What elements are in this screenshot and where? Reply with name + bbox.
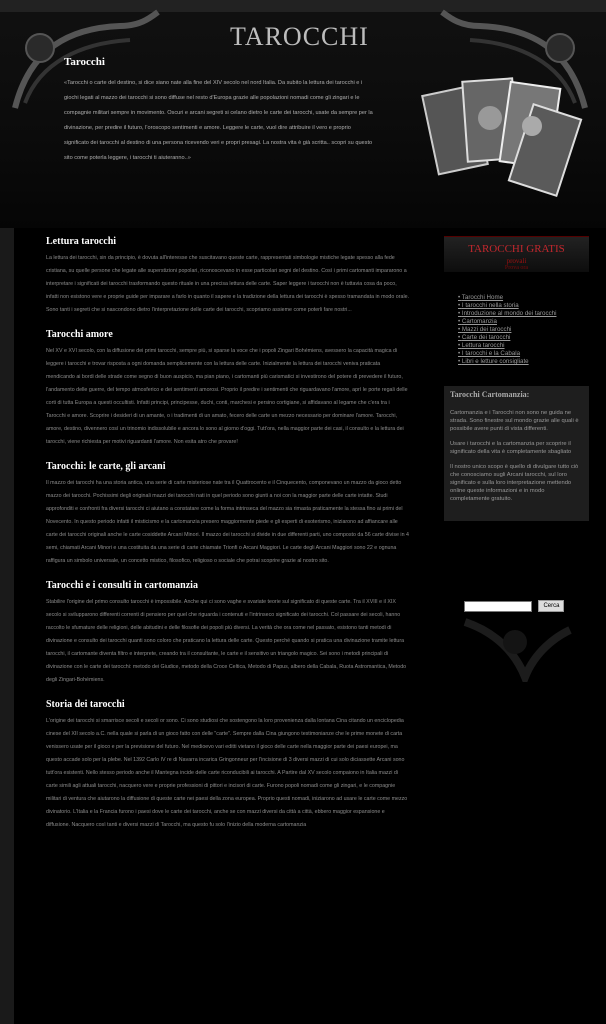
menu-item-mazzi[interactable]: • Mazzi dei tarocchi (458, 326, 589, 334)
section-lettura (46, 236, 410, 317)
banner-subtitle[interactable]: provali (506, 257, 527, 265)
sidebar-menu (458, 294, 589, 366)
section-heading: Tarocchi amore (46, 329, 113, 340)
left-frame (0, 228, 14, 1024)
section-amore (46, 329, 410, 449)
search-input[interactable] (464, 601, 532, 612)
banner-cta[interactable]: Prova ora (504, 265, 529, 271)
menu-item-home[interactable]: • Tarocchi Home (458, 294, 589, 302)
section-text: L'origine dei tarocchi si smarrisce secoli e secoli or sono. Ci sono studiosi che sostengono la loro provenienza dalla lontana Cina citando un enciclopedia cinese del XII secolo a.C. nella quale si parla di un gioco fatto con delle "carte". Sempre dalla Cina giungono testimonianze che le prime monete di carta venissero usate per il gioco e per la previsione del futuro. Nel medioevo vari editti vietano il gioco delle carte nella maggior parte dei paesi europei, ma questo accade solo per la plebe. Nel 1392 Carlo IV re di Navarra incarica Gringonneur per l'incisione di 3 diversi mazzi di cui solo diciassette Arcani sono tutt'ora esistenti. Nello stesso periodo anche il Mantegna incide delle carte riconducibili ai tarocchi. A Partire dal XV secolo compaiono in Italia mazzi di carte simili agli attuali tarocchi, nacquero vere e proprie professioni di pittori e incisori di carte. Furono popoli nomadi come gli zingari, e le compagnie militari di ventura che aiutarono la diffusione di queste carte nei paesi della zona europea. Proprio questi nomadi, iniziarono ad usare le carte come mezzo divinatorio. L'Italia e la Francia furono i paesi dove le carte dei tarocchi, anche se con mazzi diversi da città a città, ebbero maggior espansione e diffusione. Nacquero così tanti e diversi mazzi di Tarocchi, ma questo fu solo l'inizio della moderna cartomanzia (46, 718, 408, 828)
site-title: TAROCCHI (230, 22, 369, 51)
banner-title[interactable]: TAROCCHI GRATIS (468, 243, 565, 255)
tarot-cards-image (410, 70, 590, 200)
section-text: Il mazzo dei tarocchi ha una storia antica, una serie di carte misteriose nate tra il Quattrocento e il Cinquecento, componevano un mazzo da gioco detto mazzo dei tarocchi. Pochissimi degli originali mazzi dei tarocchi nati in quel periodo sono giunti a noi con la maggior parte delle carte intatte. Studi approfonditi e confronti fra diversi tarocchi ci aiutano a constatare come la forma intrinseca del mazzo sia rimasta praticamente la stessa fino ai primi del Novecento. In questo periodo infatti il misticismo e la cartomanzia presero maggiormente piede e gli esperti di esoterismo, iniziarono ad affiancare alle carte dei tarocchi originali anche le carte cosiddette Arcani Minori. Il mazzo dei tarocchi si divide in due differenti parti, uno composto da 56 carte divise in 4 semi, chiamati Arcani Minori e una costituita da una serie di carte chiamate Trionfi o Arcani Maggiori. Le carte degli Arcani Maggiori sono 22 e ognuna raffigura un simbolo universale, un concetto mistico, filosofico, religioso o sociale che potrai scoprire grazie al nostro sito. (46, 480, 409, 564)
menu-item-storia[interactable]: • I tarocchi nella storia (458, 302, 589, 310)
section-text: Nel XV e XVI secolo, con la diffusione dei primi tarocchi, sempre più, si sparse la voce che i popoli Zingari Bohémiens, avessero la capacità magica di leggere i tarocchi e trovar risposta a ogni domanda semplicemente con la lettura delle carte. Inizialmente la lettura dei tarocchi veniva praticata mendicando ai bordi delle strade come segno di buon auspicio, ma pian piano, i cartomanti più carismatici si investirono del potere di prevedere il futuro, l'andamento delle guerre, del tempo atmosferico e dei sentimenti amorosi. Proprio il predire i sentimenti che riguardavano l'amore, aprì le porte regali delle corti di tutta Europa a questi occultisti. Infatti principi, principesse, duchi, conti, marchesi e persino cortigiane, si affidavano al legame che c'era tra i Tarocchi e amore. Scoprire i desideri di un amante, o i tradimenti di un amato, fecero delle carte un mezzo necessario per dominare l'amore. Tarocchi, amore, destino, divennero così un trinomio indissolubile e ancora lo sono al giorno d'oggi. Tutt'ora, nella maggior parte dei casi, il consulto e la lettura dei tarocchi, viene richiesta per motivi riguardanti l'amore. Non esita atro che provare! (46, 348, 408, 445)
info-paragraph: Usare i tarocchi e la cartomanzia per scoprire il significato della vita è completamente sbagliato (450, 441, 572, 455)
site-header (0, 0, 606, 228)
info-box (444, 386, 589, 521)
info-paragraph: Il nostro unico scopo è quello di divulgare tutto ciò che conosciamo sugli Arcani tarocchi, sul loro significato e sulla loro interpretazione mettendo online queste informazioni e in modo completamente gratuito. (450, 464, 579, 502)
tarocchi-gratis-banner[interactable] (444, 236, 589, 272)
section-storia (46, 699, 410, 832)
menu-item-cartomanzia[interactable]: • Cartomanzia (458, 318, 589, 326)
sidebar (444, 236, 589, 521)
intro-block (64, 56, 374, 166)
section-heading: Storia dei tarocchi (46, 699, 125, 710)
section-heading: Tarocchi: le carte, gli arcani (46, 461, 166, 472)
search-form (464, 594, 564, 612)
menu-item-lettura[interactable]: • Lettura tarocchi (458, 342, 589, 350)
section-heading: Lettura tarocchi (46, 236, 117, 247)
section-consulti (46, 580, 410, 687)
intro-heading: Tarocchi (64, 56, 105, 68)
sidebar-ornament (455, 612, 575, 682)
menu-item-cabala[interactable]: • I tarocchi e la Cabala (458, 350, 589, 358)
section-heading: Tarocchi e i consulti in cartomanzia (46, 580, 198, 591)
section-carte-arcani (46, 461, 410, 568)
info-title: Tarocchi Cartomanzia: (450, 390, 530, 399)
menu-item-libri[interactable]: • Libri e letture consigliate (458, 358, 589, 366)
intro-text: «Tarocchi o carte del destino, si dice siano nate alla fine del XIV secolo nel nord Italia. Da subito la lettura dei tarocchi e i giochi legati al mazzo dei tarocchi si sono diffuse nel resto d'Europa grazie alle popolazioni nomadi come gli zingari e le compagnie militari sempre in movimento. Oscuri e arcani segreti si celano dietro le carte dei tarocchi, usate da sempre per la divinazione, per predire il futuro, l'oroscopo sentimenti e amore. Leggere le carte, vuol dire attribuire il vero e proprio significato dei tarocchi al destino di una persona ricevendo veri e propri presagi. La nostra vita è già scritta.. scopri su questo sito come poterla leggere, i tarocchi ti aiuteranno..» (64, 80, 373, 161)
section-text: La lettura dei tarocchi, sin da principio, è dovuta all'interesse che suscitavano queste carte, rappresentati simbologie mistiche legate spesso alla fede cristiana, su quelle persone che legate alle superstizioni popolari, riconoscevano in esse particolari segni del destino. Così i primi cartomanti impararono a interpretare i significati dei tarocchi trasformando questo rituale in una precisa lettura delle carte. Saper leggere i tarocchi non è tuttavia cosa da poco, infatti non esistono vere e proprie guide per imparare a farlo in quanto il sapere e la tradizione della lettura dei tarocchi è spesso tramandata in modo orale. Sono tanti i segreti che si nascondono dietro l'interpretazione delle carte dei tarocchi, scopriamo assieme come poterli fare nostri... (46, 255, 410, 313)
main-content (46, 236, 410, 844)
menu-item-carte[interactable]: • Carte dei tarocchi (458, 334, 589, 342)
menu-item-introduzione[interactable]: • Introduzione al mondo dei tarocchi (458, 310, 589, 318)
info-paragraph: Cartomanzia e i Tarocchi non sono ne guida ne strada. Sono finestre sul mondo grazie alle quali è possibile avere punti di vista differenti. (450, 410, 579, 432)
section-text: Stabilire l'origine del primo consulto tarocchi è impossibile. Anche qui ci sono vaghe e svariate teorie sul significato di queste carte. Tra il XVIII e il XIX secolo si svilupparono differenti correnti di pensiero per quel che riguarda i contenuti e l'intrinseco significato dei tarocchi. Col passare dei secoli, hanno raccolto le sfumature delle religioni, delle abitudini e delle filosofie dei popoli più diversi. La verità che ora come nel passato, esistono tanti metodi di divinazione e consulto dei tarocchi quanti sono coloro che praticano la lettura delle carte. Questo perché quando si pratica una divinazione tramite lettura tarocchi, il cartomante diventa filtro e interprete, creando tra il consultante, le carte e il sensitivo un triangolo magico. Sei sono i metodi principali di divinazione con le carte dei tarocchi: metodo dei Giudice, metodo della Croce Celtica, Metodo di Papus, albero della Cabala, Ruota Astromantica, Metodo degli Zingari-Bohémiens. (46, 599, 407, 683)
search-button[interactable]: Cerca (538, 600, 564, 612)
